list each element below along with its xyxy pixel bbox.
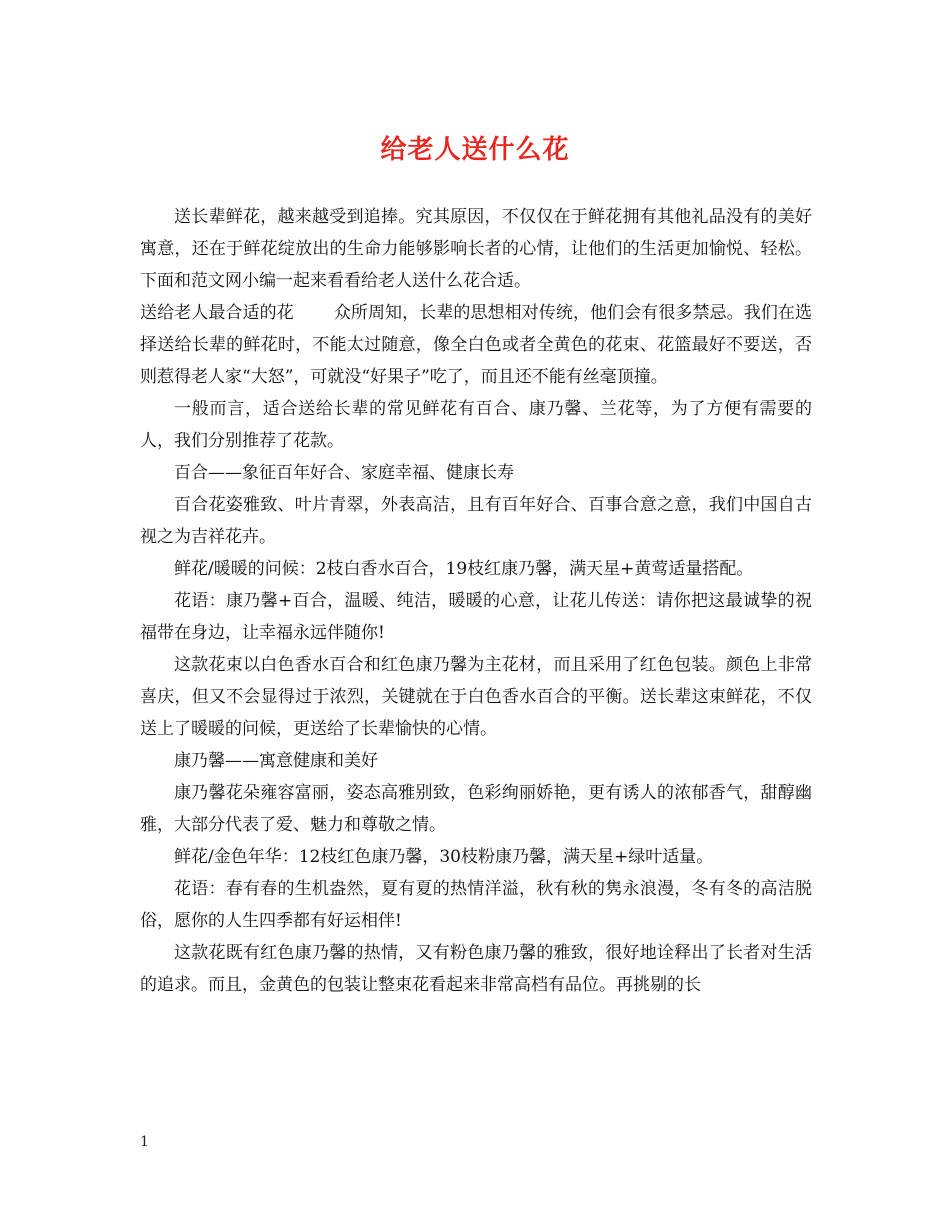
paragraph-common-flowers: 一般而言，适合送给长辈的常见鲜花有百合、康乃馨、兰花等，为了方便有需要的人，我们分别推荐了花款。 bbox=[140, 399, 812, 451]
paragraph-lead-text: 众所周知，长辈的思想相对传统，他们会有很多禁忌。我们在选择送给长辈的鲜花时，不能太过随意，像全白色或者全黄色的花束、花篮最好不要送，否则惹得老人家“大怒”，可就没“好果子”吃了，而且还不能有丝毫顶撞。 bbox=[140, 303, 813, 387]
paragraph-carnation-bouquet: 鲜花/金色年华：12枝红色康乃馨，30枝粉康乃馨，满天星+绿叶适量。 bbox=[174, 847, 714, 867]
paragraph-lily-summary: 这款花束以白色香水百合和红色康乃馨为主花材，而且采用了红色包装。颜色上非常喜庆，但又不会显得过于浓烈，关键就在于白色香水百合的平衡。送长辈这束鲜花，不仅送上了暖暖的问候，更送给了长辈愉快的心情。 bbox=[140, 655, 812, 739]
paragraph-carnation-summary: 这款花既有红色康乃馨的热情，又有粉色康乃馨的雅致，很好地诠释出了长者对生活的追求。而且，金黄色的包装让整束花看起来非常高档有品位。再挑剔的长 bbox=[140, 943, 812, 995]
document-title: 给老人送什么花 bbox=[380, 135, 570, 165]
paragraph-lily-bouquet: 鲜花/暖暖的问候：2枝白香水百合，19枝红康乃馨，满天星+黄莺适量搭配。 bbox=[174, 559, 754, 579]
section-heading-lily: 百合——象征百年好合、家庭幸福、健康长寿 bbox=[174, 463, 514, 483]
paragraph-lily-description: 百合花姿雅致、叶片青翠，外表高洁，且有百年好合、百事合意之意，我们中国自古视之为吉祥花卉。 bbox=[140, 495, 812, 547]
paragraph-lead: 送给老人最合适的花 bbox=[140, 303, 294, 323]
paragraph-suitable-flowers bbox=[140, 297, 812, 393]
page-number: 1 bbox=[140, 1134, 149, 1150]
paragraph-lily-flower-language: 花语：康乃馨+百合，温暖、纯洁，暖暖的心意，让花儿传送：请你把这最诚挚的祝福带在身边，让幸福永远伴随你! bbox=[140, 591, 812, 643]
paragraph-carnation-flower-language: 花语：春有春的生机盎然，夏有夏的热情洋溢，秋有秋的隽永浪漫，冬有冬的高洁脱俗，愿你的人生四季都有好运相伴! bbox=[140, 879, 812, 931]
document-body bbox=[140, 201, 812, 1001]
section-heading-carnation: 康乃馨——寓意健康和美好 bbox=[174, 751, 378, 771]
paragraph-carnation-description: 康乃馨花朵雍容富丽，姿态高雅别致，色彩绚丽娇艳，更有诱人的浓郁香气，甜醇幽雅，大部分代表了爱、魅力和尊敬之情。 bbox=[140, 783, 812, 835]
paragraph-intro: 送长辈鲜花，越来越受到追捧。究其原因，不仅仅在于鲜花拥有其他礼品没有的美好寓意，还在于鲜花绽放出的生命力能够影响长者的心情，让他们的生活更加愉悦、轻松。下面和范文网小编一起来看看给老人送什么花合适。 bbox=[140, 207, 812, 291]
